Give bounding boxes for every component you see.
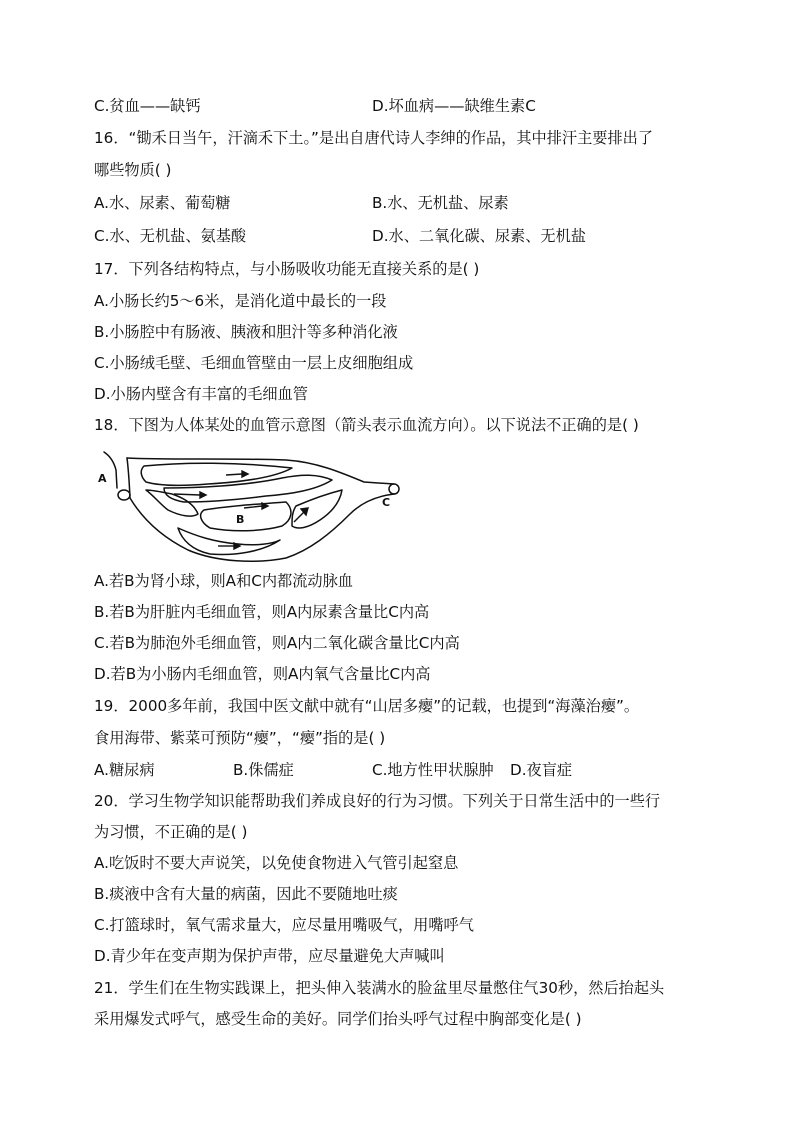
figure-label-b: B xyxy=(236,513,245,526)
capillary-network-outer-top xyxy=(127,458,394,484)
capillary-loop-1 xyxy=(141,463,292,485)
q21-stem-line2: 采用爆发式呼气，感受生命的美好。同学们抬头呼气过程中胸部变化是( ) xyxy=(94,1010,582,1028)
capillary-loop-4 xyxy=(201,502,291,531)
q18-option-c: C.若B为肺泡外毛细血管，则A内二氧化碳含量比C内高 xyxy=(94,634,460,652)
q16-stem-line2: 哪些物质( ) xyxy=(94,161,172,179)
q19-stem-line2: 食用海带、紫菜可预防“瘿”，“瘿”指的是( ) xyxy=(94,729,386,747)
q19-option-d: D.夜盲症 xyxy=(510,761,573,779)
q17-option-a: A.小肠长约5～6米，是消化道中最长的一段 xyxy=(94,292,387,310)
vessel-a-opening xyxy=(118,490,130,500)
q21-stem-line1: 21．学生们在生物实践课上，把头伸入装满水的脸盆里尽量憋住气30秒，然后抬起头 xyxy=(94,979,665,997)
q18-option-d: D.若B为小肠内毛细血管，则A内氧气含量比C内高 xyxy=(94,665,431,683)
q19-stem-line1: 19．2000多年前，我国中医文献中就有“山居多瘿”的记载，也提到“海藻治瘿”。 xyxy=(94,697,640,715)
q16-option-a: A.水、尿素、葡萄糖 xyxy=(94,194,231,212)
capillary-loop-3 xyxy=(146,490,198,516)
q17-option-b: B.小肠腔中有肠液、胰液和胆汁等多种消化液 xyxy=(94,323,398,341)
vessel-c-opening xyxy=(389,484,399,494)
q20-option-c: C.打篮球时，氧气需求量大，应尽量用嘴吸气，用嘴呼气 xyxy=(94,916,474,934)
flow-arrow-4 xyxy=(294,508,308,522)
q19-option-c: C.地方性甲状腺肿 xyxy=(372,761,494,779)
capillary-loop-5 xyxy=(292,490,342,528)
q19-option-a: A.糖尿病 xyxy=(94,761,155,779)
q20-option-b: B.痰液中含有大量的病菌，因此不要随地吐痰 xyxy=(94,885,398,903)
flow-arrow-5 xyxy=(218,543,240,549)
q20-option-d: D.青少年在变声期为保护声带，应尽量避免大声喊叫 xyxy=(94,947,445,965)
figure-label-a: A xyxy=(98,472,107,485)
q15-option-c: C.贫血——缺钙 xyxy=(94,97,201,115)
q17-stem: 17．下列各结构特点，与小肠吸收功能无直接关系的是( ) xyxy=(94,260,480,278)
flow-arrow-2 xyxy=(226,471,248,477)
capillary-loop-2 xyxy=(164,475,332,502)
capillary-loop-6 xyxy=(178,528,280,554)
q18-option-a: A.若B为肾小球，则A和C内都流动脉血 xyxy=(94,572,353,590)
q20-stem-line2: 为习惯，不正确的是( ) xyxy=(94,823,248,841)
q17-option-d: D.小肠内壁含有丰富的毛细血管 xyxy=(94,385,308,403)
q18-option-b: B.若B为肝脏内毛细血管，则A内尿素含量比C内高 xyxy=(94,603,430,621)
q16-option-c: C.水、无机盐、氨基酸 xyxy=(94,227,247,245)
q16-option-b: B.水、无机盐、尿素 xyxy=(372,194,509,212)
q16-stem-line1: 16．“锄禾日当午，汗滴禾下土。”是出自唐代诗人李绅的作品，其中排汗主要排出了 xyxy=(94,129,654,147)
q19-option-b: B.侏儒症 xyxy=(233,761,294,779)
q15-option-d: D.坏血病——缺维生素C xyxy=(372,97,536,115)
q17-option-c: C.小肠绒毛壁、毛细血管壁由一层上皮细胞组成 xyxy=(94,354,414,372)
q16-option-d: D.水、二氧化碳、尿素、无机盐 xyxy=(372,227,586,245)
blood-vessel-diagram xyxy=(96,448,406,568)
figure-label-c: C xyxy=(382,496,391,509)
q20-stem-line1: 20．学习生物学知识能帮助我们养成良好的行为习惯。下列关于日常生活中的一些行 xyxy=(94,792,661,810)
q20-option-a: A.吃饭时不要大声说笑，以免使食物进入气管引起窒息 xyxy=(94,854,459,872)
q18-stem: 18．下图为人体某处的血管示意图（箭头表示血流方向）。以下说法不正确的是( ) xyxy=(94,416,639,434)
